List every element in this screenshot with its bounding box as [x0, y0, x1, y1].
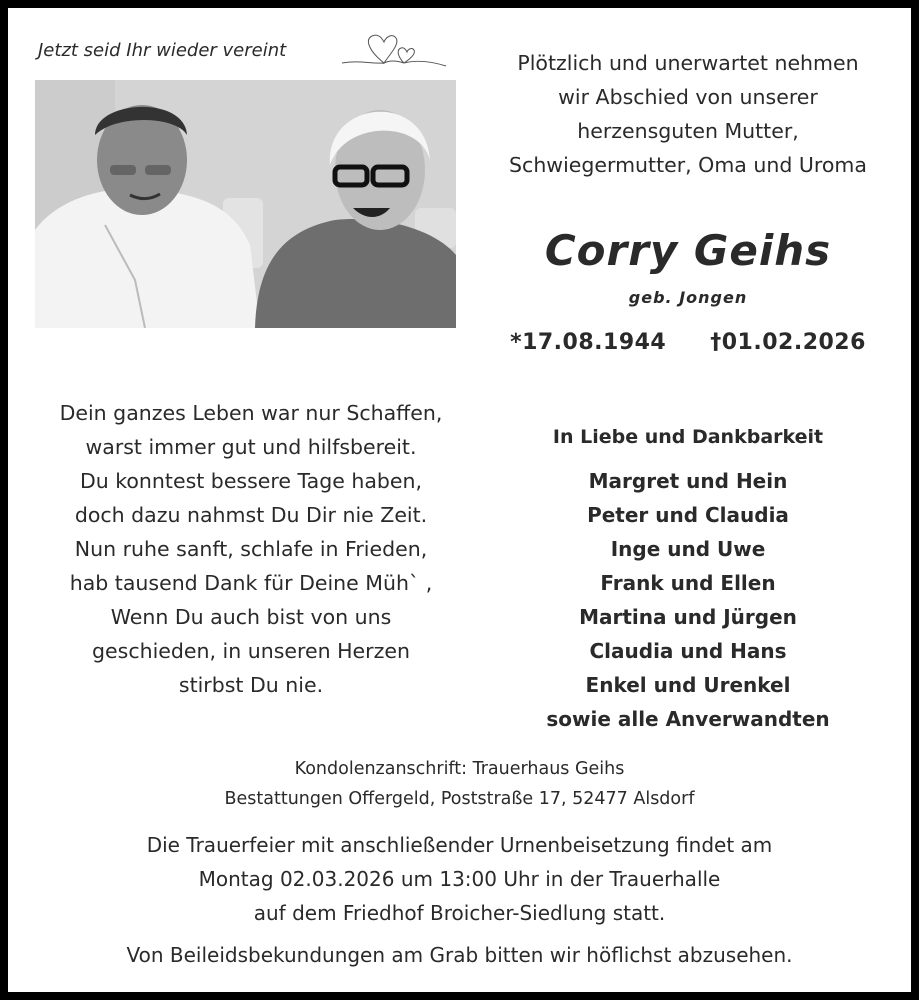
- condolence-line: Bestattungen Offergeld, Poststraße 17, 52477 Alsdorf: [224, 789, 695, 809]
- death-date: †01.02.2026: [710, 330, 866, 355]
- motto: Jetzt seid Ihr wieder vereint: [38, 40, 287, 61]
- condolence-line: Kondolenzanschrift: Trauerhaus Geihs: [294, 759, 625, 779]
- intro-line: herzensguten Mutter,: [577, 119, 799, 143]
- poem-line: doch dazu nahmst Du Dir nie Zeit.: [74, 503, 428, 527]
- poem-line: hab tausend Dank für Deine Müh` ,: [69, 571, 433, 595]
- closing-note: Von Beileidsbekundungen am Grab bitten wir höflichst abzusehen.: [126, 943, 793, 967]
- mourner-entry: Frank und Ellen: [600, 571, 776, 595]
- deceased-name: Corry Geihs: [544, 226, 832, 275]
- mourners: [478, 422, 898, 736]
- mourners-heading: In Liebe und Dankbarkeit: [552, 426, 824, 448]
- mourner-entry: Peter und Claudia: [587, 503, 789, 527]
- intro-line: Schwiegermutter, Oma und Uroma: [509, 153, 867, 177]
- poem-line: Nun ruhe sanft, schlafe in Frieden,: [74, 537, 428, 561]
- ceremony-line: auf dem Friedhof Broicher-Siedlung statt.: [253, 901, 666, 925]
- condolence-address: [8, 754, 911, 814]
- ceremony-info: [8, 828, 911, 930]
- poem-line: stirbst Du nie.: [178, 673, 324, 697]
- mourner-entry: sowie alle Anverwandten: [546, 707, 830, 731]
- mourner-entry: Inge und Uwe: [610, 537, 766, 561]
- obituary-notice: [8, 8, 911, 992]
- mourner-entry: Margret und Hein: [588, 469, 788, 493]
- poem: [16, 396, 486, 702]
- mourners-list: [478, 464, 898, 736]
- mourner-entry: Enkel und Urenkel: [585, 673, 791, 697]
- poem-line: Du konntest bessere Tage haben,: [79, 469, 423, 493]
- couple-photo: [35, 80, 456, 328]
- maiden-name: geb. Jongen: [628, 288, 748, 307]
- intro-line: wir Abschied von unserer: [558, 85, 818, 109]
- poem-line: warst immer gut und hilfsbereit.: [85, 435, 417, 459]
- intro-line: Plötzlich und unerwartet nehmen: [517, 51, 859, 75]
- mourner-entry: Martina und Jürgen: [579, 605, 797, 629]
- intro-text: [478, 46, 898, 182]
- poem-line: geschieden, in unseren Herzen: [92, 639, 410, 663]
- mourner-entry: Claudia und Hans: [589, 639, 787, 663]
- ceremony-line: Montag 02.03.2026 um 13:00 Uhr in der Trauerhalle: [198, 867, 721, 891]
- hearts-ornament-icon: [340, 30, 450, 70]
- birth-date: *17.08.1944: [510, 330, 667, 355]
- life-dates: [478, 330, 898, 355]
- ceremony-line: Die Trauerfeier mit anschließender Urnenbeisetzung findet am: [146, 833, 773, 857]
- poem-line: Dein ganzes Leben war nur Schaffen,: [59, 401, 443, 425]
- poem-line: Wenn Du auch bist von uns: [110, 605, 392, 629]
